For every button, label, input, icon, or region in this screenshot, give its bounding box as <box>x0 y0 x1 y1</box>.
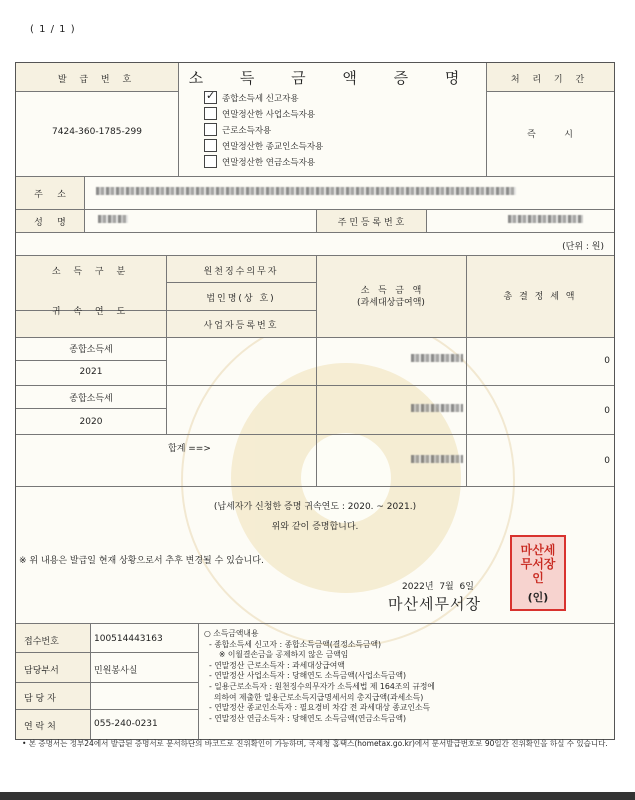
note-line: - 연말정산 근로소득자 : 과세대상급여액 <box>204 660 345 670</box>
income-amount-header: 소 득 금 액 <box>360 286 422 296</box>
seal-mark: (인) <box>527 591 549 604</box>
document-title: 소 득 금 액 증 명 <box>188 69 476 87</box>
note-line: ※ 이월결손금을 공제하지 않은 금액임 <box>204 650 349 660</box>
name-label: 성 명 <box>34 218 66 228</box>
row2-income-type: 종합소득세 <box>69 394 113 404</box>
purpose-checkbox-1[interactable] <box>204 91 217 104</box>
bottom-bar <box>0 792 635 800</box>
page-number: ( 1 / 1 ) <box>30 24 76 35</box>
row2-year: 2020 <box>79 417 103 427</box>
receipt-number: 100514443163 <box>94 634 163 644</box>
purpose-checkbox-2[interactable] <box>204 107 217 120</box>
income-notes <box>204 629 435 724</box>
note-line: - 연말정산 사업소득자 : 당해연도 소득금액(사업소득금액) <box>204 671 407 681</box>
phone-label: 연 락 처 <box>24 722 56 732</box>
total-income-redacted <box>411 455 463 463</box>
tax-office-name: 마산세무서장 <box>388 595 481 613</box>
total-tax-header: 총 결 정 세 액 <box>503 292 577 302</box>
note-line: - 일용근로소득자 : 원천징수의무자가 소득세법 제 164조의 규정에 <box>204 681 435 691</box>
certified-years: (납세자가 신청한 증명 귀속연도 : 2020. ~ 2021.) <box>213 502 417 512</box>
purpose-label-3: 근로소득자용 <box>222 126 272 136</box>
unit-label: (단위 : 원) <box>562 242 604 252</box>
purpose-checkbox-4[interactable] <box>204 139 217 152</box>
department: 민원봉사실 <box>94 666 138 676</box>
payer-header: 원천징수의무자 <box>203 267 279 277</box>
note-line: - 종합소득세 신고자 : 종합소득금액(결정소득금액) <box>204 639 382 649</box>
purpose-label-2: 연말정산한 사업소득자용 <box>222 110 316 120</box>
note-line: 의하여 제출한 일용근로소득지급명세서의 총지급액(과세소득) <box>204 692 424 702</box>
footnote: • 본 증명서는 정부24에서 발급된 증명서로 문서하단의 바코드로 진위확인이 가능하며, 국세청 홈택스(hometax.go.kr)에서 문서발급번호로 90일간 진위확인을 하실 수 있습니다. <box>22 739 608 748</box>
purpose-label-1: 종합소득세 신고자용 <box>222 94 299 104</box>
department-label: 담당부서 <box>24 666 59 676</box>
official-seal-stamp <box>510 535 566 611</box>
row1-tax: 0 <box>604 356 610 366</box>
year-header: 귀 속 연 도 <box>51 307 131 317</box>
row1-year: 2021 <box>79 367 103 377</box>
row1-income-type: 종합소득세 <box>69 345 113 355</box>
purpose-checkbox-5[interactable] <box>204 155 217 168</box>
income-amount-subheader: (과세대상급여액) <box>357 298 425 308</box>
certification-text: 위와 같이 증명합니다. <box>271 522 359 532</box>
stamp-lettering: 마산세무서장인 <box>520 543 556 585</box>
row2-tax: 0 <box>604 406 610 416</box>
check-icon: ✓ <box>206 89 216 102</box>
processing-period-label: 처 리 기 간 <box>510 75 590 85</box>
bizno-header: 사업자등록번호 <box>203 321 279 331</box>
issue-number-label: 발 급 번 호 <box>57 75 137 85</box>
phone-number: 055-240-0231 <box>94 719 158 729</box>
note-line: - 연말정산 연금소득자 : 당해연도 소득금액(연금소득금액) <box>204 713 407 723</box>
row1-income-redacted <box>411 354 463 362</box>
purpose-label-4: 연말정산한 종교인소득자용 <box>222 142 324 152</box>
address-redacted <box>96 187 516 195</box>
row2-income-redacted <box>411 404 463 412</box>
name-redacted <box>98 215 128 223</box>
officer-label: 담 당 자 <box>24 694 56 704</box>
address-label: 주 소 <box>34 190 66 200</box>
total-label: 합계 ==> <box>168 444 211 454</box>
processing-period-value: 즉 시 <box>527 130 573 140</box>
change-notice: ※ 위 내용은 발급일 현재 상황으로서 추후 변경될 수 있습니다. <box>19 556 264 566</box>
certificate-form <box>15 62 615 740</box>
rrn-label: 주 민 등 록 번 호 <box>337 218 405 228</box>
purpose-checkbox-3[interactable] <box>204 123 217 136</box>
total-tax: 0 <box>604 456 610 466</box>
purpose-label-5: 연말정산한 연금소득자용 <box>222 158 316 168</box>
income-type-header: 소 득 구 분 <box>51 267 131 277</box>
rrn-redacted <box>508 215 583 223</box>
note-line: ○ 소득금액내용 <box>204 629 259 638</box>
issue-date: 2022년 7월 6일 <box>402 582 474 592</box>
issue-number: 7424-360-1785-299 <box>52 127 142 137</box>
corp-header: 법인명(상 호) <box>206 294 276 304</box>
receipt-number-label: 접수번호 <box>24 637 59 647</box>
note-line: - 연말정산 종교인소득자 : 필요경비 차감 전 과세대상 종교인소득 <box>204 703 431 713</box>
